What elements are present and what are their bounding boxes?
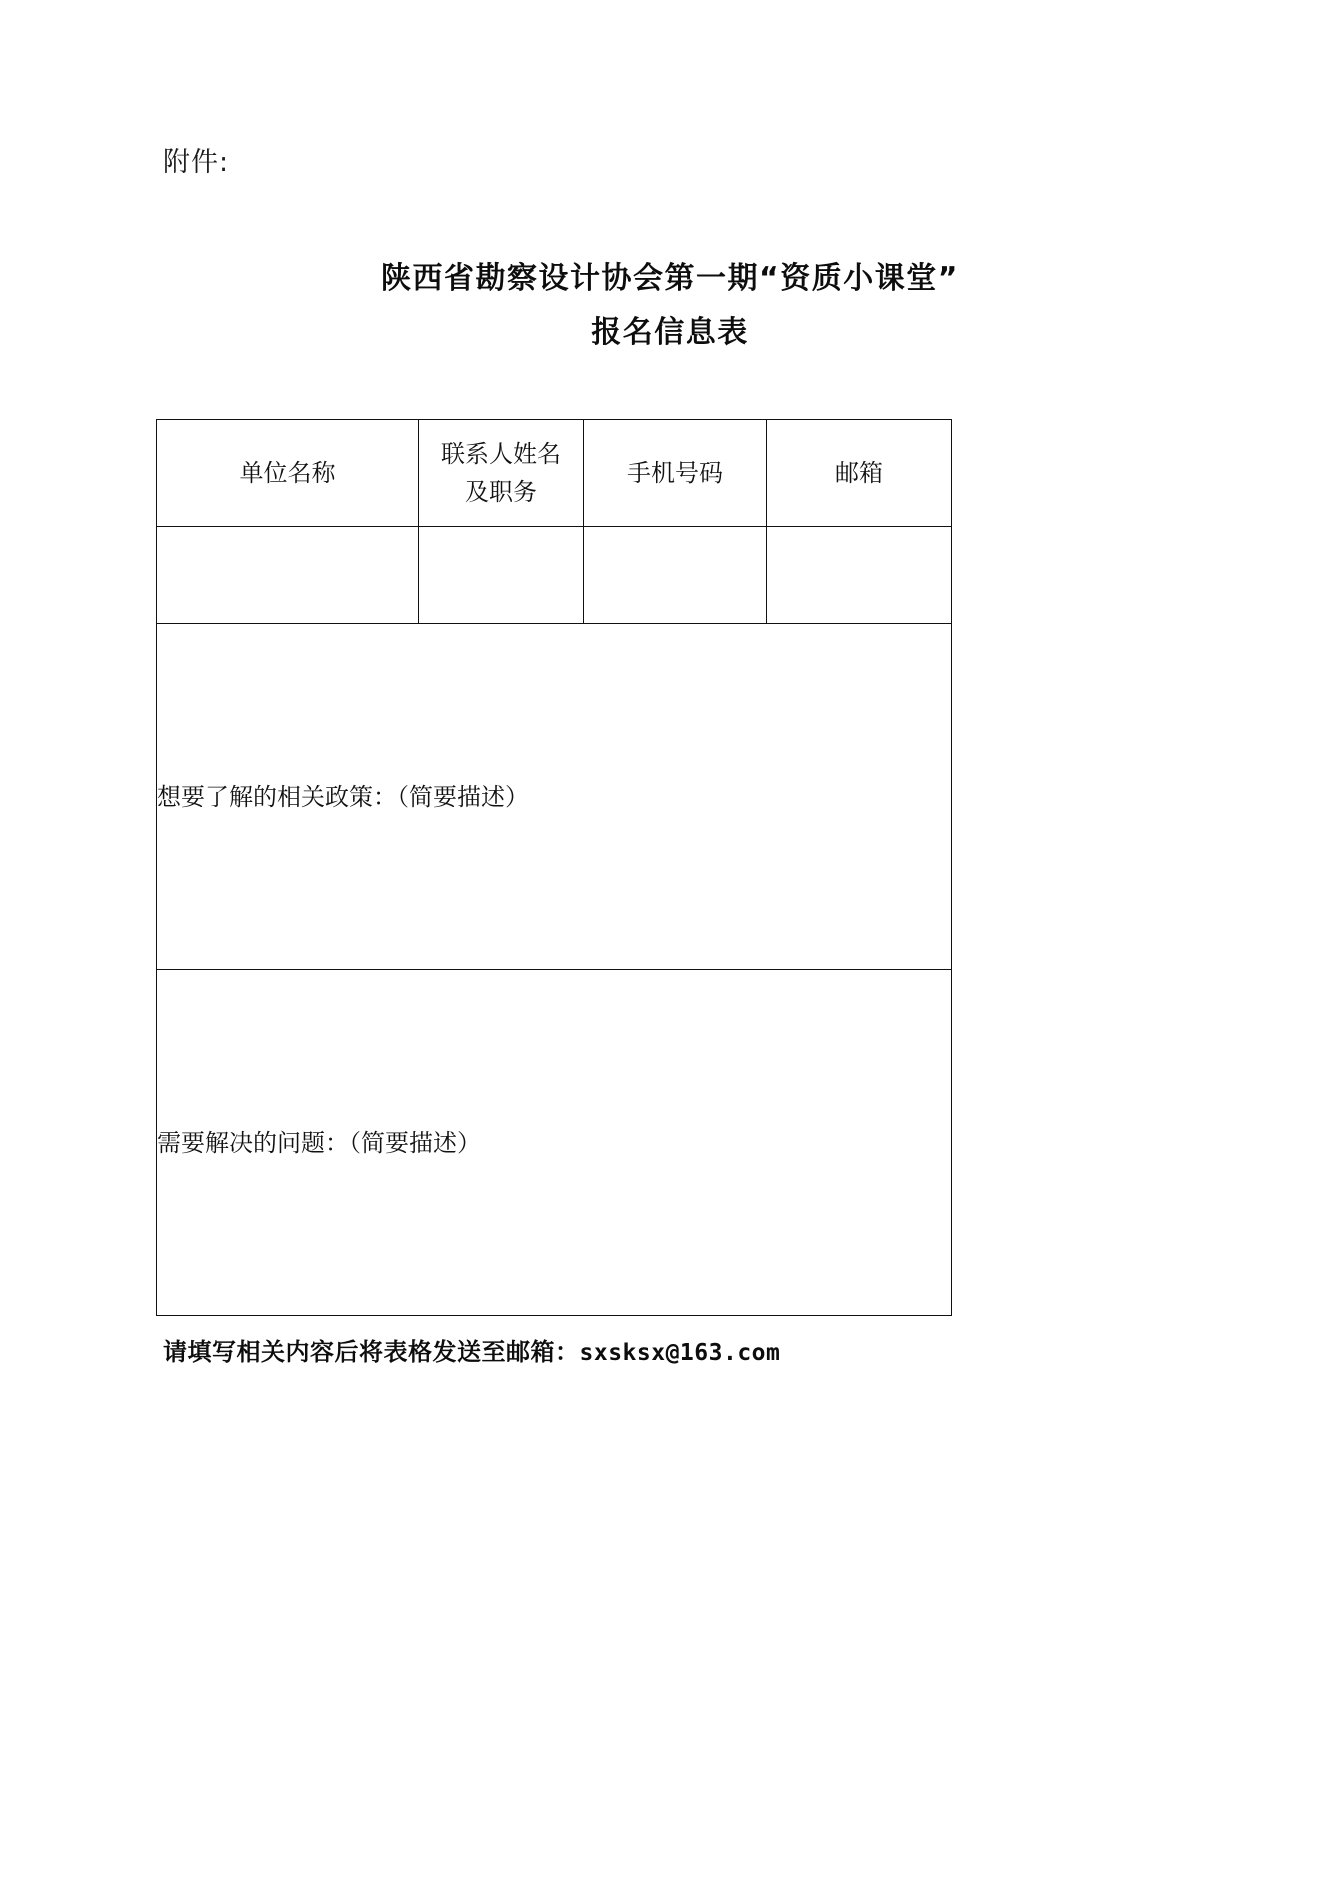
header-contact-line-1: 联系人姓名 [441,440,561,468]
page-title [0,252,1340,360]
header-cell-phone: 手机号码 [584,420,767,527]
header-cell-unit-name: 单位名称 [157,420,419,527]
problem-to-solve-cell[interactable] [157,970,952,1316]
policy-interest-cell[interactable] [157,624,952,970]
attachment-label: 附件: [163,147,230,178]
table-entry-row [157,527,952,624]
page-title-line-2: 报名信息表 [591,315,749,350]
entry-cell-contact-person[interactable] [419,527,584,624]
table-header-row [157,420,952,527]
entry-cell-unit-name[interactable] [157,527,419,624]
page-title-line-1: 陕西省勘察设计协会第一期“资质小课堂” [381,261,959,296]
footer-note [163,1332,780,1367]
registration-form-table [156,419,952,1316]
header-cell-contact-person [419,420,584,527]
problem-to-solve-label: 需要解决的问题：（简要描述） [157,1128,481,1157]
footer-note-text: 请填写相关内容后将表格发送至邮箱： [163,1337,580,1366]
footer-email-address: sxsksx@163.com [579,1340,781,1366]
entry-cell-phone[interactable] [584,527,767,624]
table-problem-row [157,970,952,1316]
header-contact-line-2: 及职务 [465,478,537,506]
table-policy-row [157,624,952,970]
policy-interest-label: 想要了解的相关政策：（简要描述） [157,782,529,811]
entry-cell-email[interactable] [767,527,952,624]
header-cell-email: 邮箱 [767,420,952,527]
